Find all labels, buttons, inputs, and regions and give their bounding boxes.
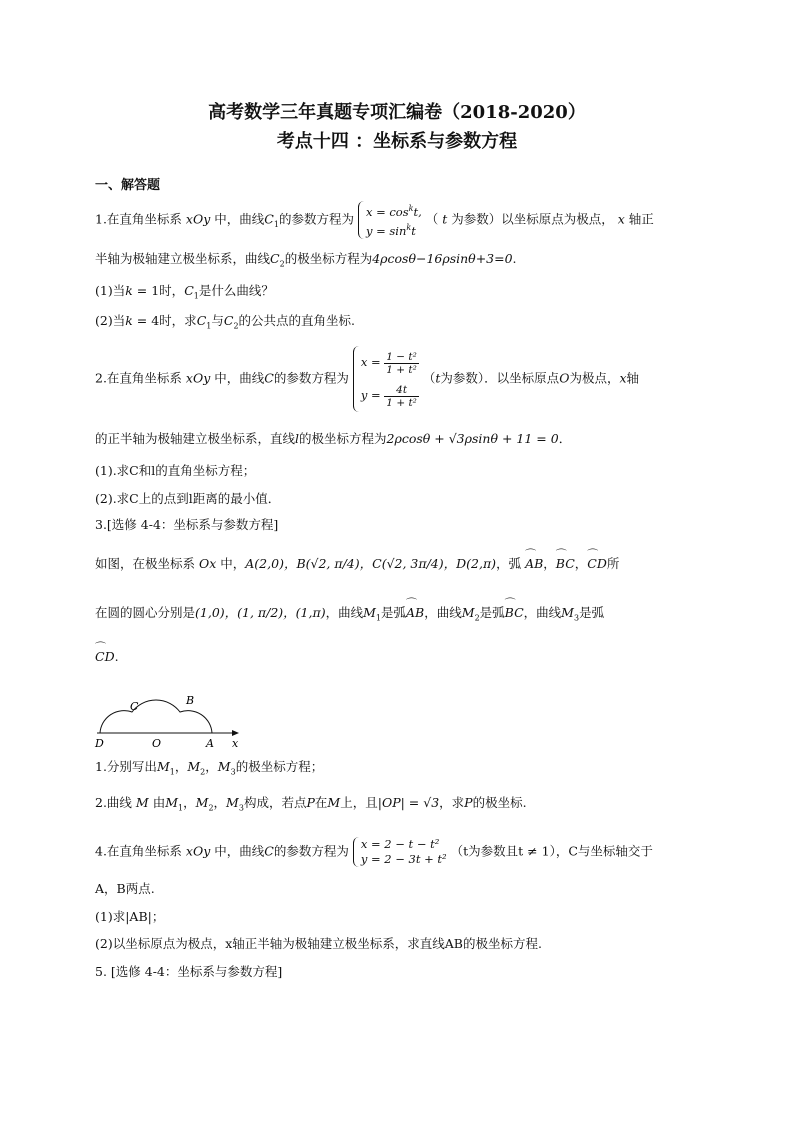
q2-part1: (1).求C和l的直角坐标方程； xyxy=(95,463,256,478)
q2-part2: (2).求C上的点到l距离的最小值． xyxy=(95,491,281,506)
q4-system: x = 2 − t − t² y = 2 − 3t + t² xyxy=(353,837,447,867)
q2-line2: 的正半轴为极轴建立极坐标系，直线l的极坐标方程为2ρcosθ + √3ρsinθ + 11 = 0． xyxy=(95,431,572,446)
label-B: B xyxy=(186,694,195,707)
page-title: 高考数学三年真题专项汇编卷（2018-2020） xyxy=(208,102,586,123)
q3-line3: ⌒ CD. xyxy=(95,648,119,666)
label-O: O xyxy=(152,737,162,750)
q4-line1: 4.在直角坐标系 xOy 中，曲线C的参数方程为 x = 2 − t − t² y = 2 − 3t + t² （t为参数且t ≠ 1），C与坐标轴交于 xyxy=(95,837,653,866)
label-C: C xyxy=(130,700,139,713)
q2-system: x = $\frac{\text{1 − t²}}{\text{1 + t²}}$ y = $\frac{4t}{\text{1 + t²}}$ xyxy=(353,346,419,412)
q2-line1: 2.在直角坐标系 xOy 中，曲线C的参数方程为 x = $\frac{\text{1 − t²}}{\text{1 + t²}}$ y = $\frac{4t}{\text{1 + t²}}$ （t为参数）．以坐标原点O为极点，x轴 xyxy=(95,346,639,412)
q1-line1: 1.在直角坐标系 xOy 中，曲线$C_1$的参数方程为 $x = \cos^kt$, $y = \sin^kt$ （ t 为参数）以坐标原点为极点， x 轴正 xyxy=(95,201,654,239)
q4-line2: A，B两点. xyxy=(95,881,155,896)
q3-figure xyxy=(92,672,242,752)
q1-line2: 半轴为极轴建立极坐标系，曲线$C_2$的极坐标方程为4ρcosθ−16ρsinθ+3=0. xyxy=(95,251,517,269)
q3-heading: 3.[选修 4-4：坐标系与参数方程] xyxy=(95,517,279,532)
q3-line1: 如图，在极坐标系 Ox 中，A(2,0)，B(√2, π/4)，C(√2, 3π/4)，D(2,π)，弧 ⌒ AB，⌒ BC，⌒ CD所 xyxy=(95,555,619,573)
q3-part1: 1.分别写出$M_1$，$M_2$，$M_3$的极坐标方程； xyxy=(95,759,324,777)
q1-system: $x = \cos^kt$, $y = \sin^kt$ xyxy=(358,201,422,239)
q4-part2: (2)以坐标原点为极点，x轴正半轴为极轴建立极坐标系，求直线AB的极坐标方程. xyxy=(95,936,542,951)
section-heading: 一、解答题 xyxy=(95,178,161,193)
q1-part1: (1)当k = 1时，$C_1$是什么曲线？ xyxy=(95,283,274,301)
q1-part2: (2)当k = 4时，求$C_1$与$C_2$的公共点的直角坐标. xyxy=(95,313,356,331)
label-A: A xyxy=(206,737,214,750)
q3-line2: 在圆的圆心分别是(1,0)，(1, π/2)，(1,π)，曲线$M_1$是弧⌒ AB，曲线$M_2$是弧⌒ BC，曲线$M_3$是弧 xyxy=(95,604,604,628)
page-subtitle: 考点十四 ：坐标系与参数方程 xyxy=(276,131,518,152)
q4-part1: (1)求|AB|； xyxy=(95,909,165,924)
q5-heading: 5. [选修 4-4：坐标系与参数方程] xyxy=(95,964,283,979)
q3-part2: 2.曲线 M 由$M_1$，$M_2$，$M_3$构成，若点P在M上，且|OP| = √3，求P的极坐标. xyxy=(95,795,527,813)
label-D: D xyxy=(95,737,104,750)
label-x: x xyxy=(232,737,239,750)
